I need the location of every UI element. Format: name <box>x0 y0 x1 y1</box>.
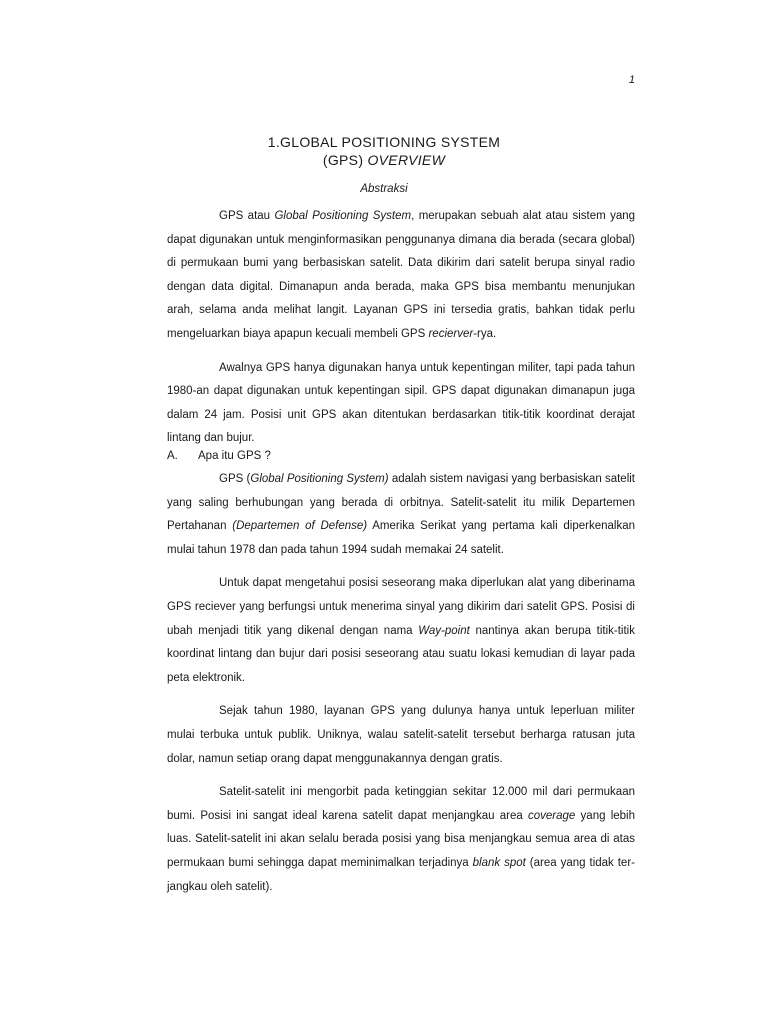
text-run: (area yang tidak ter-jangkau oleh satelit). <box>167 856 635 893</box>
abstract-body <box>167 205 635 461</box>
section-title: Apa itu GPS ? <box>198 450 271 462</box>
text-run: Sejak tahun 1980, layanan GPS yang dulunya hanya untuk leperluan militer mulai terbuka untuk publik. Uniknya, walau satelit-satelit tersebut berharga ratusan juta dolar, namun setiap orang dapat menggunakannya dengan gratis. <box>167 705 635 765</box>
section-a-paragraph-2 <box>167 572 635 690</box>
text-run: , merupakan sebuah alat atau sistem yang dapat digunakan untuk menginformasikan penggunanya dimana dia berada (secara global) di permukaan bumi yang berbasiskan satelit. Data dikirim dari satelit berupa sinyal radio dengan data digital. Dimanapun anda berada, maka GPS bisa membantu menunjukan arah, selama anda melihat langit. Layanan GPS ini tersedia gratis, bahkan tidak perlu mengeluarkan biaya apapun kecuali membeli GPS <box>167 210 636 340</box>
document-title <box>0 133 768 169</box>
italic-term: Way-point <box>418 624 470 637</box>
text-run: adalah sistem navigasi yang berbasiskan satelit yang saling berhubungan yang berada di orbitnya. Satelit-satelit itu milik Departemen Pertahanan <box>167 473 636 533</box>
italic-term: Global Positioning System) <box>250 473 389 485</box>
section-a-paragraph-4 <box>167 781 635 899</box>
text-run: yang lebih luas. Satelit-satelit ini akan selalu berada posisi yang bisa menjangkau semua area di atas permukaan bumi sehingga dapat meminimalkan terjadinya <box>167 809 636 869</box>
italic-term: blank spot <box>472 856 526 869</box>
title-line-1: 1.GLOBAL POSITIONING SYSTEM <box>267 134 501 150</box>
abstract-paragraph-2 <box>167 357 635 451</box>
section-a-paragraph-3 <box>167 700 635 771</box>
text-run: Awalnya GPS hanya digunakan hanya untuk kepentingan militer, tapi pada tahun 1980-an dapat digunakan untuk kepentingan sipil. GPS dapat digunakan dimanapun juga dalam 24 jam. Posisi unit GPS akan ditentukan berdasarkan titik-titik koordinat derajat lintang dan bujur. <box>167 361 635 445</box>
page-number: 1 <box>628 74 635 86</box>
italic-term: recierver <box>428 327 474 340</box>
title-line-2-italic: OVERVIEW <box>367 152 446 168</box>
text-run: Satelit-satelit ini mengorbit pada ketinggian sekitar 12.000 mil dari permukaan bumi. Posisi ini sangat ideal karena satelit dapat menjangkau area <box>167 786 635 822</box>
abstract-paragraph-1 <box>167 205 635 347</box>
text-run: GPS atau <box>219 210 275 222</box>
text-run: -rya. <box>473 327 497 340</box>
title-line-2-prefix: (GPS) <box>322 152 368 168</box>
section-letter: A. <box>167 450 178 462</box>
text-run: nantinya akan berupa titik-titik koordinat lintang dan bujur dari posisi seseorang atau suatu lokasi kemudian di layar pada peta elektronik. <box>167 624 635 684</box>
section-a <box>167 445 635 909</box>
italic-term: Global Positioning System <box>274 210 412 222</box>
italic-term: (Departemen of Defense) <box>232 520 368 533</box>
section-a-paragraph-1 <box>167 468 635 562</box>
text-run: Untuk dapat mengetahui posisi seseorang maka diperlukan alat yang diberinama GPS reciever yang berfungsi untuk menerima sinyal yang dikirim dari satelit GPS. Posisi di ubah menjadi titik yang dikenal dengan nama <box>167 577 635 637</box>
abstract-heading: Abstraksi <box>360 183 408 195</box>
title-line-2 <box>0 151 768 169</box>
italic-term: coverage <box>528 809 576 822</box>
text-run: Amerika Serikat yang pertama kali diperkenalkan mulai tahun 1978 dan pada tahun 1994 sudah memakai 24 satelit. <box>167 520 635 556</box>
section-a-heading <box>167 445 635 468</box>
text-run: GPS ( <box>219 473 251 485</box>
